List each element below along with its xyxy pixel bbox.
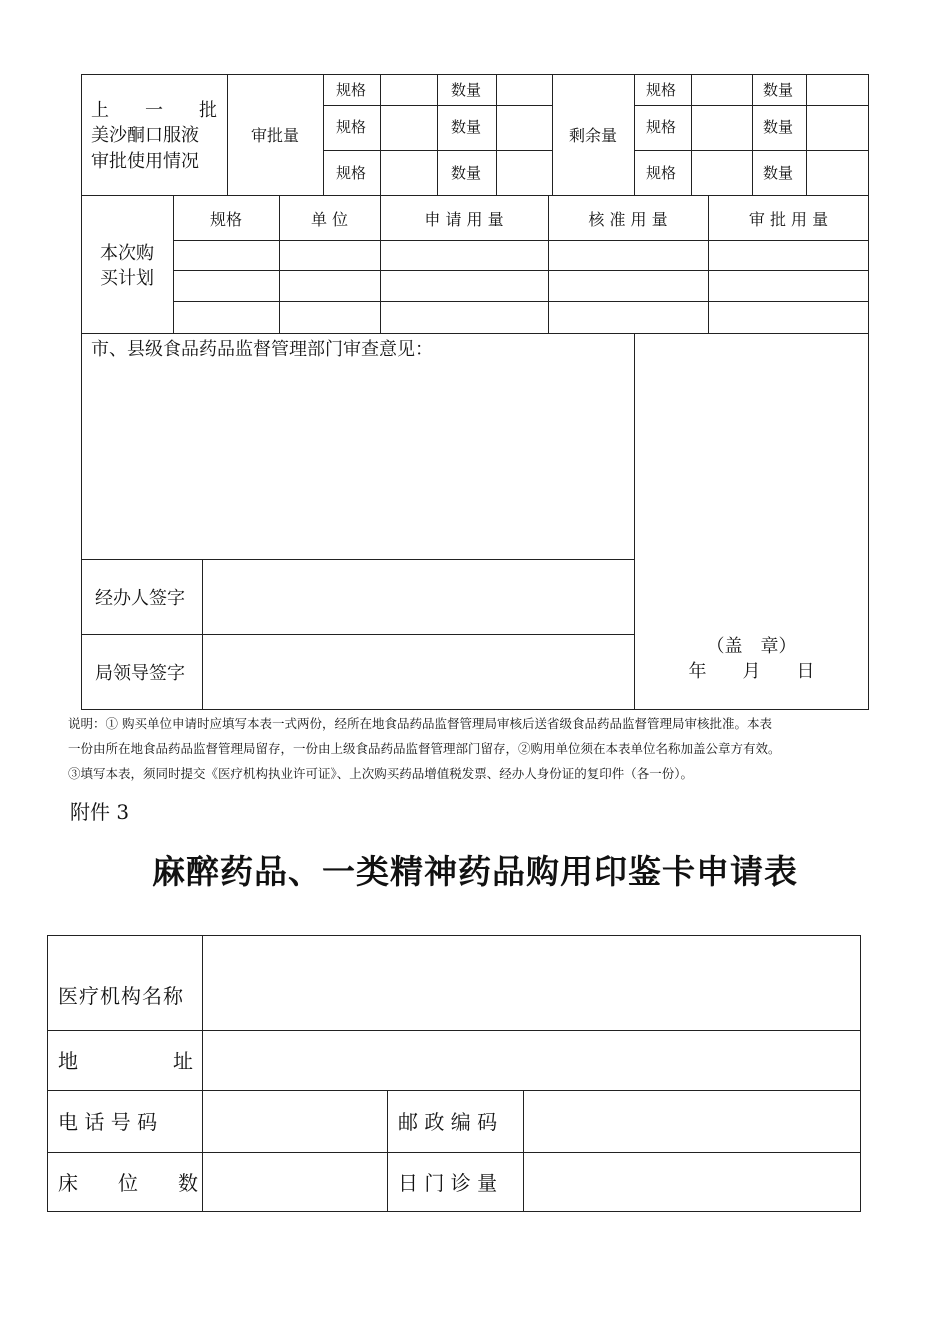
qty-label: 数量 [763,118,794,136]
postcode-field[interactable] [524,1091,860,1151]
plan-column-requested: 申 请 用 量 [424,210,504,229]
plan-column-spec: 规格 [209,210,242,229]
review-opinion-label: 市、县级食品药品监督管理部门审查意见： [91,339,433,360]
institution-name-label: 医疗机构名称 [58,984,184,1008]
prev-batch-label-line3: 审批使用情况 [91,151,199,172]
spec-label: 规格 [336,81,367,99]
address-field[interactable] [203,1031,860,1089]
plan-label-line1: 本次购 [100,243,154,264]
approved-qty-label: 审批量 [251,126,300,145]
spec-label: 规格 [336,118,367,136]
qty-label: 数量 [451,164,482,182]
spec-label: 规格 [646,81,677,99]
qty-label: 数量 [763,81,794,99]
plan-column-approved: 审 批 用 量 [748,210,829,229]
qty-label: 数量 [763,164,794,182]
prev-batch-label-line2: 美沙酮口服液 [91,125,199,146]
plan-label-line2: 买计划 [100,268,154,289]
handler-signature-label: 经办人签字 [95,588,185,609]
beds-label: 床 位 数 [58,1171,198,1195]
spec-label: 规格 [646,118,677,136]
attachment-label: 附件 3 [70,800,130,824]
plan-column-verified: 核 准 用 量 [588,210,668,229]
remaining-qty-label: 剩余量 [569,126,618,145]
form-title: 麻醉药品、一类精神药品购用印鉴卡申请表 [152,852,798,891]
daily-outpatient-label: 日 门 诊 量 [398,1171,498,1195]
postcode-label: 邮 政 编 码 [398,1110,498,1134]
qty-label: 数量 [451,118,482,136]
date-label: 年 月 日 [688,661,815,682]
qty-label: 数量 [451,81,482,99]
institution-name-field[interactable] [203,936,860,1029]
phone-label: 电 话 号 码 [58,1110,158,1134]
note-line: ③填写本表，须同时提交《医疗机构执业许可证》、上次购买药品增值税发票、经办人身份证的复印件（各一份）。 [68,766,694,781]
spec-label: 规格 [646,164,677,182]
daily-outpatient-field[interactable] [524,1153,860,1211]
beds-field[interactable] [203,1153,386,1211]
seal-label: （盖 章） [706,636,797,657]
note-line: 说明：① 购买单位申请时应填写本表一式两份，经所在地食品药品监督管理局审核后送省级食品药品监督管理局审核批准。本表 [68,716,772,731]
note-line: 一份由所在地食品药品监督管理局留存，一份由上级食品药品监督管理部门留存，②购用单位须在本表单位名称加盖公章方有效。 [68,741,781,756]
spec-label: 规格 [336,164,367,182]
phone-field[interactable] [203,1091,386,1151]
leader-signature-label: 局领导签字 [95,663,185,684]
address-label: 地 址 [58,1049,193,1073]
plan-column-unit: 单 位 [310,210,349,229]
prev-batch-label-line1: 上 一 批 [91,100,217,121]
